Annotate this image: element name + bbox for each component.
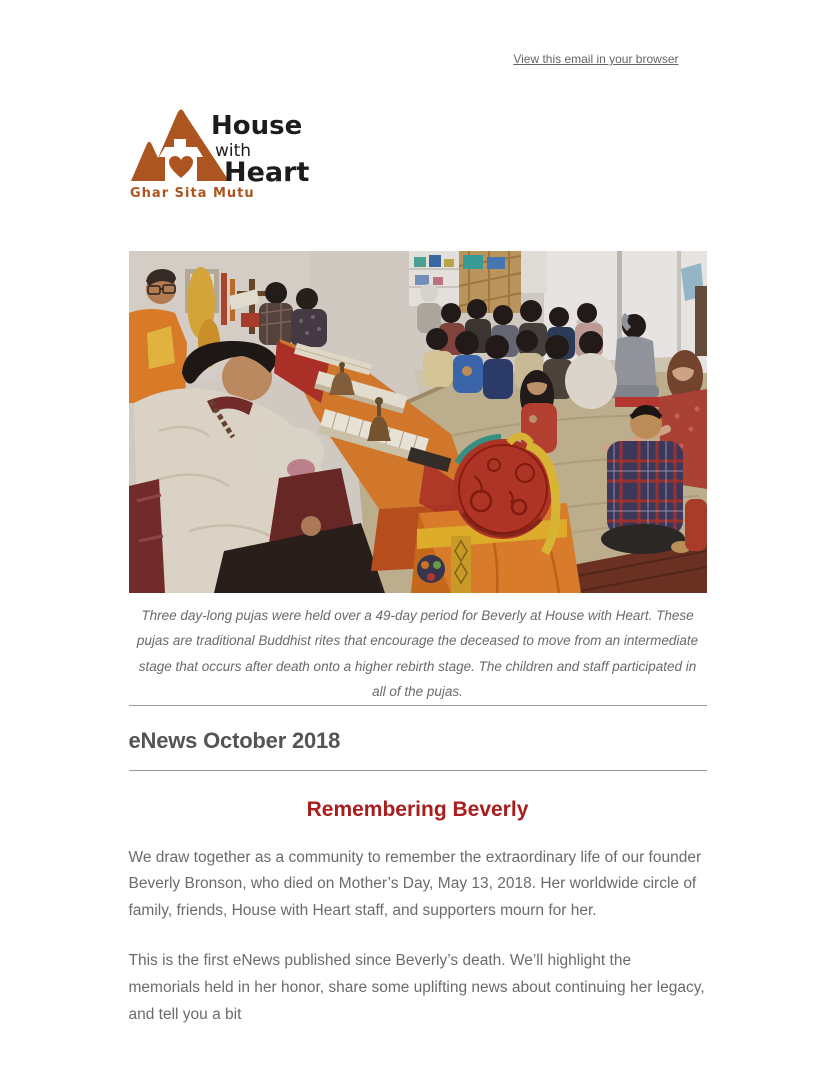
puja-scene (129, 251, 707, 593)
logo-subtitle: Ghar Sita Mutu (129, 186, 255, 201)
photo-caption: Three day-long pujas were held over a 49-day period for Beverly at House with Heart. These pujas are traditional Buddhist rites that encourage the deceased to move from an intermediate stage that occurs after death onto a higher rebirth stage. The children and staff participated in all of the pujas. (136, 608, 699, 700)
article-heading: Remembering Beverly (306, 797, 529, 821)
house-with-heart-logo (129, 101, 389, 201)
hero-photo (129, 251, 707, 593)
article-paragraph-2: This is the first eNews published since Beverly’s death. We’ll highlight the memorials held in her honor, share some uplifting news about continuing her legacy, and tell you a bit (128, 952, 705, 1023)
divider-top (129, 705, 707, 706)
email-page (129, 0, 707, 1028)
article-paragraph-1: We draw together as a community to remember the extraordinary life of our founder Beverly Bronson, who died on Mother’s Day, May 13, 2018. Her worldwide circle of family, friends, House with Heart staff, and supporters mourn for her. (128, 848, 702, 919)
photo-overlay (129, 251, 707, 593)
preheader (129, 0, 707, 68)
logo-word-with: with (214, 141, 251, 161)
issue-title: eNews October 2018 (128, 727, 341, 753)
logo (129, 101, 389, 201)
view-in-browser-link[interactable]: View this email in your browser (513, 52, 679, 66)
logo-word-house: House (210, 111, 302, 141)
logo-word-heart: Heart (223, 157, 309, 188)
divider-bottom (129, 770, 707, 771)
